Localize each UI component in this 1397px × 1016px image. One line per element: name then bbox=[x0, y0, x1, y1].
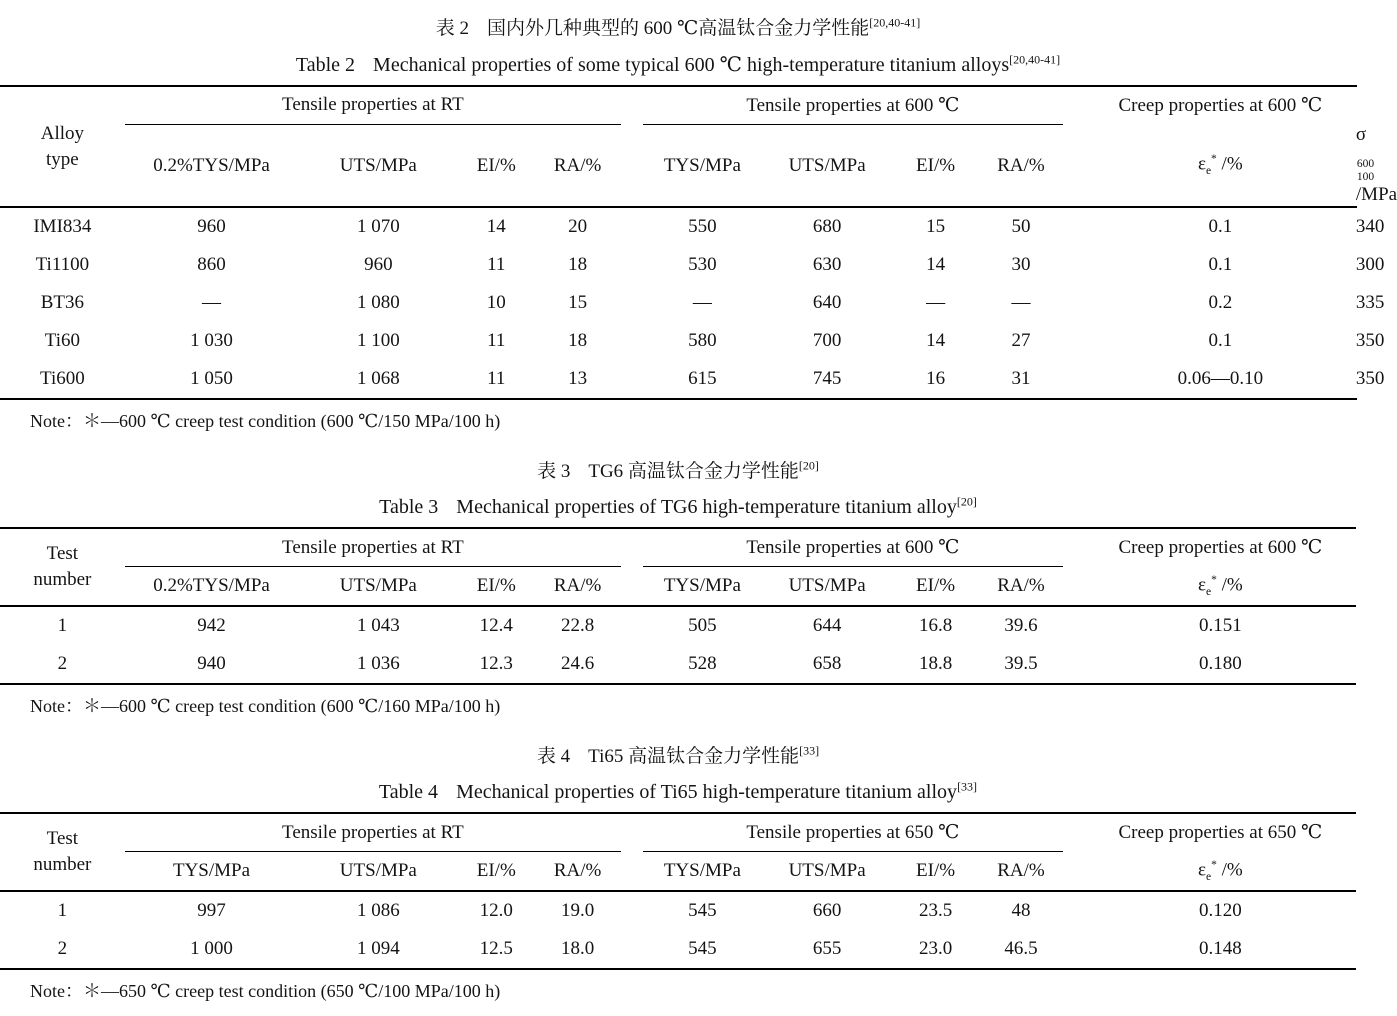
table-2-cell-0-2: 14 bbox=[458, 207, 534, 246]
table-2-cell-2-8: 0.2 bbox=[1085, 284, 1356, 322]
spacer-cell bbox=[1063, 284, 1085, 322]
table-2-cell-3-2: 11 bbox=[458, 322, 534, 360]
table-4-note: Note：＊—650 ℃ creep test condition (650 ℃/100 MPa/100 h) bbox=[0, 970, 1356, 1016]
table-4-col-header-1-0: TYS/MPa bbox=[643, 852, 762, 892]
table-3-cell-1-1: 1 036 bbox=[298, 645, 458, 684]
table-2-number-cn: 表 2 bbox=[436, 18, 469, 39]
table-3-title-cn bbox=[0, 452, 1356, 484]
table-4-col-header-2-0: $\varepsilon_e^*$ /% bbox=[1085, 852, 1356, 892]
table-2-citation-cn: [20,40-41] bbox=[869, 16, 920, 30]
table-2-row-label-3: Ti60 bbox=[0, 322, 125, 360]
spacer-cell bbox=[621, 360, 643, 399]
table-3-col-header-1-1: UTS/MPa bbox=[762, 567, 892, 607]
table-2-cell-4-8: 0.06—0.10 bbox=[1085, 360, 1356, 399]
spacer-cell bbox=[1063, 645, 1085, 684]
spacer-cell bbox=[1063, 207, 1085, 246]
table-2-citation-en: [20,40-41] bbox=[1009, 52, 1060, 66]
table-4-row-label-0: 1 bbox=[0, 891, 125, 930]
table-3-cell-1-3: 24.6 bbox=[534, 645, 621, 684]
table-2-cell-0-3: 20 bbox=[534, 207, 621, 246]
spacer-cell bbox=[621, 606, 643, 645]
table-2-cell-1-1: 960 bbox=[298, 246, 458, 284]
table-3-stub-header: Test number bbox=[0, 528, 125, 606]
table-3-cell-0-3: 22.8 bbox=[534, 606, 621, 645]
spacer-cell bbox=[621, 930, 643, 969]
table-4-cell-0-8: 0.120 bbox=[1085, 891, 1356, 930]
table-2-cell-3-4: 580 bbox=[643, 322, 762, 360]
table-4-row-0 bbox=[0, 891, 1356, 930]
table-3-row-label-0: 1 bbox=[0, 606, 125, 645]
table-2-col-header-0-1: UTS/MPa bbox=[298, 124, 458, 207]
table-2-cell-1-4: 530 bbox=[643, 246, 762, 284]
spacer-cell bbox=[1063, 891, 1085, 930]
table-3-cell-1-5: 658 bbox=[762, 645, 892, 684]
spacer-cell bbox=[621, 645, 643, 684]
table-4-block bbox=[0, 737, 1356, 1016]
table-2-row-label-0: IMI834 bbox=[0, 207, 125, 246]
table-4-body bbox=[0, 891, 1356, 969]
table-4-cell-1-4: 545 bbox=[643, 930, 762, 969]
table-4-cell-0-5: 660 bbox=[762, 891, 892, 930]
table-3-col-header-0-0: 0.2%TYS/MPa bbox=[125, 567, 299, 607]
table-2-cell-4-2: 11 bbox=[458, 360, 534, 399]
spacer-cell bbox=[621, 284, 643, 322]
table-2-group-header-0: Tensile properties at RT bbox=[125, 86, 621, 125]
table-2-title-text-cn: 国内外几种典型的 600 ℃高温钛合金力学性能[20,40-41] bbox=[487, 18, 920, 39]
table-3-cell-0-7: 39.6 bbox=[979, 606, 1063, 645]
spacer-cell bbox=[1063, 606, 1085, 645]
table-3-block bbox=[0, 452, 1356, 731]
table-3-group-header-0: Tensile properties at RT bbox=[125, 528, 621, 567]
table-4-cell-0-1: 1 086 bbox=[298, 891, 458, 930]
table-2-cell-4-6: 16 bbox=[892, 360, 979, 399]
table-2-cell-1-2: 11 bbox=[458, 246, 534, 284]
table-3-group-header-2: Creep properties at 600 ℃ bbox=[1085, 528, 1356, 567]
table-3-header bbox=[0, 528, 1356, 606]
spacer-cell bbox=[621, 207, 643, 246]
table-2-cell-2-4: — bbox=[643, 284, 762, 322]
table-2-col-header-1-0: TYS/MPa bbox=[643, 124, 762, 207]
table-4-number-cn: 表 4 bbox=[537, 746, 570, 767]
table-2-body bbox=[0, 207, 1356, 399]
table-4-row-label-1: 2 bbox=[0, 930, 125, 969]
table-4-group-header-0: Tensile properties at RT bbox=[125, 813, 621, 852]
table-4-cell-1-1: 1 094 bbox=[298, 930, 458, 969]
table-3-col-header-2-0: $\varepsilon_e^*$ /% bbox=[1085, 567, 1356, 607]
table-4-cell-1-0: 1 000 bbox=[125, 930, 299, 969]
table-3 bbox=[0, 527, 1356, 685]
table-4-col-header-1-2: EI/% bbox=[892, 852, 979, 892]
table-2-col-header-2-0: $\varepsilon_e^*$ /% bbox=[1085, 124, 1356, 207]
table-2-cell-0-7: 50 bbox=[979, 207, 1063, 246]
table-2-cell-0-1: 1 070 bbox=[298, 207, 458, 246]
table-3-citation-en: [20] bbox=[957, 495, 977, 509]
table-3-cell-0-8: 0.151 bbox=[1085, 606, 1356, 645]
table-2-cell-4-1: 1 068 bbox=[298, 360, 458, 399]
table-4-cell-0-3: 19.0 bbox=[534, 891, 621, 930]
table-2-title-text-en: Mechanical properties of some typical 600 ℃ high-temperature titanium alloys[20,40-41] bbox=[373, 54, 1060, 76]
table-4-cell-0-6: 23.5 bbox=[892, 891, 979, 930]
table-2-cell-3-8: 0.1 bbox=[1085, 322, 1356, 360]
table-3-col-header-1-0: TYS/MPa bbox=[643, 567, 762, 607]
table-4-col-header-0-3: RA/% bbox=[534, 852, 621, 892]
table-4-row-1 bbox=[0, 930, 1356, 969]
table-2-row-label-4: Ti600 bbox=[0, 360, 125, 399]
spacer-cell bbox=[621, 813, 643, 891]
table-2-cell-2-1: 1 080 bbox=[298, 284, 458, 322]
table-3-cell-0-5: 644 bbox=[762, 606, 892, 645]
table-3-row-0 bbox=[0, 606, 1356, 645]
table-2-cell-3-6: 14 bbox=[892, 322, 979, 360]
table-4-header bbox=[0, 813, 1356, 891]
table-4-title-text-en: Mechanical properties of Ti65 high-temperature titanium alloy[33] bbox=[456, 781, 977, 803]
table-2-row-2 bbox=[0, 284, 1356, 322]
spacer-cell bbox=[621, 246, 643, 284]
table-4-cell-1-8: 0.148 bbox=[1085, 930, 1356, 969]
table-3-cell-0-6: 16.8 bbox=[892, 606, 979, 645]
table-4-title-cn bbox=[0, 737, 1356, 769]
table-2-cell-2-6: — bbox=[892, 284, 979, 322]
table-2-cell-2-3: 15 bbox=[534, 284, 621, 322]
table-4-col-header-0-2: EI/% bbox=[458, 852, 534, 892]
table-3-col-header-1-3: RA/% bbox=[979, 567, 1063, 607]
table-4-col-header-1-1: UTS/MPa bbox=[762, 852, 892, 892]
spacer-cell bbox=[621, 322, 643, 360]
spacer-cell bbox=[1063, 360, 1085, 399]
spacer-cell bbox=[1063, 86, 1085, 207]
table-4-col-header-1-3: RA/% bbox=[979, 852, 1063, 892]
table-4-group-header-2: Creep properties at 650 ℃ bbox=[1085, 813, 1356, 852]
spacer-cell bbox=[1063, 930, 1085, 969]
table-2-title-cn bbox=[0, 10, 1356, 42]
spacer-cell bbox=[1063, 322, 1085, 360]
table-3-cell-1-7: 39.5 bbox=[979, 645, 1063, 684]
table-2-note: Note：＊—600 ℃ creep test condition (600 ℃/150 MPa/100 h) bbox=[0, 400, 1356, 446]
table-2-col-header-1-1: UTS/MPa bbox=[762, 124, 892, 207]
table-2-cell-1-6: 14 bbox=[892, 246, 979, 284]
table-2-cell-2-5: 640 bbox=[762, 284, 892, 322]
spacer-cell bbox=[1063, 813, 1085, 891]
table-2-cell-0-0: 960 bbox=[125, 207, 299, 246]
table-3-row-label-1: 2 bbox=[0, 645, 125, 684]
table-4-cell-0-2: 12.0 bbox=[458, 891, 534, 930]
table-4-cell-1-3: 18.0 bbox=[534, 930, 621, 969]
table-3-cell-0-4: 505 bbox=[643, 606, 762, 645]
table-4 bbox=[0, 812, 1356, 970]
table-2-col-header-0-0: 0.2%TYS/MPa bbox=[125, 124, 299, 207]
table-2-header bbox=[0, 86, 1356, 207]
table-3-col-header-0-1: UTS/MPa bbox=[298, 567, 458, 607]
table-4-cell-0-0: 997 bbox=[125, 891, 299, 930]
table-2-cell-1-7: 30 bbox=[979, 246, 1063, 284]
table-2-col-header-0-3: RA/% bbox=[534, 124, 621, 207]
table-2-cell-4-3: 13 bbox=[534, 360, 621, 399]
table-2-cell-3-5: 700 bbox=[762, 322, 892, 360]
table-2-row-3 bbox=[0, 322, 1356, 360]
table-2-cell-0-4: 550 bbox=[643, 207, 762, 246]
table-2-cell-2-2: 10 bbox=[458, 284, 534, 322]
table-2-group-header-1: Tensile properties at 600 ℃ bbox=[643, 86, 1063, 125]
table-4-cell-1-6: 23.0 bbox=[892, 930, 979, 969]
table-2-row-1 bbox=[0, 246, 1356, 284]
table-3-note: Note：＊—600 ℃ creep test condition (600 ℃/160 MPa/100 h) bbox=[0, 685, 1356, 731]
table-2-cell-4-4: 615 bbox=[643, 360, 762, 399]
table-4-citation-cn: [33] bbox=[799, 743, 819, 757]
table-2-stub-header: Alloy type bbox=[0, 86, 125, 207]
table-2-cell-1-0: 860 bbox=[125, 246, 299, 284]
table-3-number-en: Table 3 bbox=[379, 496, 438, 518]
table-2-cell-1-8: 0.1 bbox=[1085, 246, 1356, 284]
table-2-cell-0-8: 0.1 bbox=[1085, 207, 1356, 246]
table-4-cell-0-4: 545 bbox=[643, 891, 762, 930]
table-2-title-en bbox=[0, 46, 1356, 79]
table-2-col-header-0-2: EI/% bbox=[458, 124, 534, 207]
table-2-col-header-1-3: RA/% bbox=[979, 124, 1063, 207]
table-4-group-header-1: Tensile properties at 650 ℃ bbox=[643, 813, 1063, 852]
table-2-cell-0-5: 680 bbox=[762, 207, 892, 246]
table-4-citation-en: [33] bbox=[957, 780, 977, 794]
table-2-row-label-2: BT36 bbox=[0, 284, 125, 322]
table-2-group-header-2: Creep properties at 600 ℃ bbox=[1085, 86, 1356, 125]
table-3-group-header-1: Tensile properties at 600 ℃ bbox=[643, 528, 1063, 567]
table-2-number-en: Table 2 bbox=[296, 54, 355, 76]
spacer-cell bbox=[621, 86, 643, 207]
table-3-title-text-en: Mechanical properties of TG6 high-temperature titanium alloy[20] bbox=[456, 496, 977, 518]
table-2-cell-0-6: 15 bbox=[892, 207, 979, 246]
table-2 bbox=[0, 85, 1356, 400]
table-2-cell-1-3: 18 bbox=[534, 246, 621, 284]
table-3-body bbox=[0, 606, 1356, 684]
table-3-citation-cn: [20] bbox=[799, 458, 819, 472]
table-3-cell-1-6: 18.8 bbox=[892, 645, 979, 684]
table-3-number-cn: 表 3 bbox=[537, 461, 570, 482]
spacer-cell bbox=[621, 891, 643, 930]
table-3-cell-0-0: 942 bbox=[125, 606, 299, 645]
table-2-cell-3-3: 18 bbox=[534, 322, 621, 360]
table-4-stub-header: Test number bbox=[0, 813, 125, 891]
table-4-col-header-0-1: UTS/MPa bbox=[298, 852, 458, 892]
table-3-title-text-cn: TG6 高温钛合金力学性能[20] bbox=[588, 461, 819, 482]
table-4-col-header-0-0: TYS/MPa bbox=[125, 852, 299, 892]
table-2-cell-4-5: 745 bbox=[762, 360, 892, 399]
spacer-cell bbox=[1063, 246, 1085, 284]
table-3-cell-0-1: 1 043 bbox=[298, 606, 458, 645]
table-2-cell-3-7: 27 bbox=[979, 322, 1063, 360]
table-3-cell-1-0: 940 bbox=[125, 645, 299, 684]
table-3-row-1 bbox=[0, 645, 1356, 684]
table-2-col-header-1-2: EI/% bbox=[892, 124, 979, 207]
table-2-block bbox=[0, 10, 1356, 446]
table-4-title-en bbox=[0, 774, 1356, 807]
table-4-title-text-cn: Ti65 高温钛合金力学性能[33] bbox=[588, 746, 819, 767]
table-3-col-header-1-2: EI/% bbox=[892, 567, 979, 607]
table-2-cell-2-0: — bbox=[125, 284, 299, 322]
table-2-cell-3-0: 1 030 bbox=[125, 322, 299, 360]
table-2-row-4 bbox=[0, 360, 1356, 399]
table-2-cell-1-5: 630 bbox=[762, 246, 892, 284]
table-3-cell-1-2: 12.3 bbox=[458, 645, 534, 684]
table-2-cell-4-0: 1 050 bbox=[125, 360, 299, 399]
table-2-cell-2-7: — bbox=[979, 284, 1063, 322]
table-3-cell-1-8: 0.180 bbox=[1085, 645, 1356, 684]
spacer-cell bbox=[621, 528, 643, 606]
table-2-cell-4-7: 31 bbox=[979, 360, 1063, 399]
table-3-title-en bbox=[0, 489, 1356, 522]
table-3-cell-0-2: 12.4 bbox=[458, 606, 534, 645]
stacked-sub-sup: 600 100 bbox=[1357, 158, 1374, 184]
table-4-number-en: Table 4 bbox=[379, 781, 438, 803]
table-3-col-header-0-2: EI/% bbox=[458, 567, 534, 607]
table-3-cell-1-4: 528 bbox=[643, 645, 762, 684]
table-4-cell-1-7: 46.5 bbox=[979, 930, 1063, 969]
table-4-cell-1-2: 12.5 bbox=[458, 930, 534, 969]
table-4-cell-1-5: 655 bbox=[762, 930, 892, 969]
table-2-row-0 bbox=[0, 207, 1356, 246]
table-3-col-header-0-3: RA/% bbox=[534, 567, 621, 607]
spacer-cell bbox=[1063, 528, 1085, 606]
table-2-cell-3-1: 1 100 bbox=[298, 322, 458, 360]
table-2-row-label-1: Ti1100 bbox=[0, 246, 125, 284]
table-4-cell-0-7: 48 bbox=[979, 891, 1063, 930]
